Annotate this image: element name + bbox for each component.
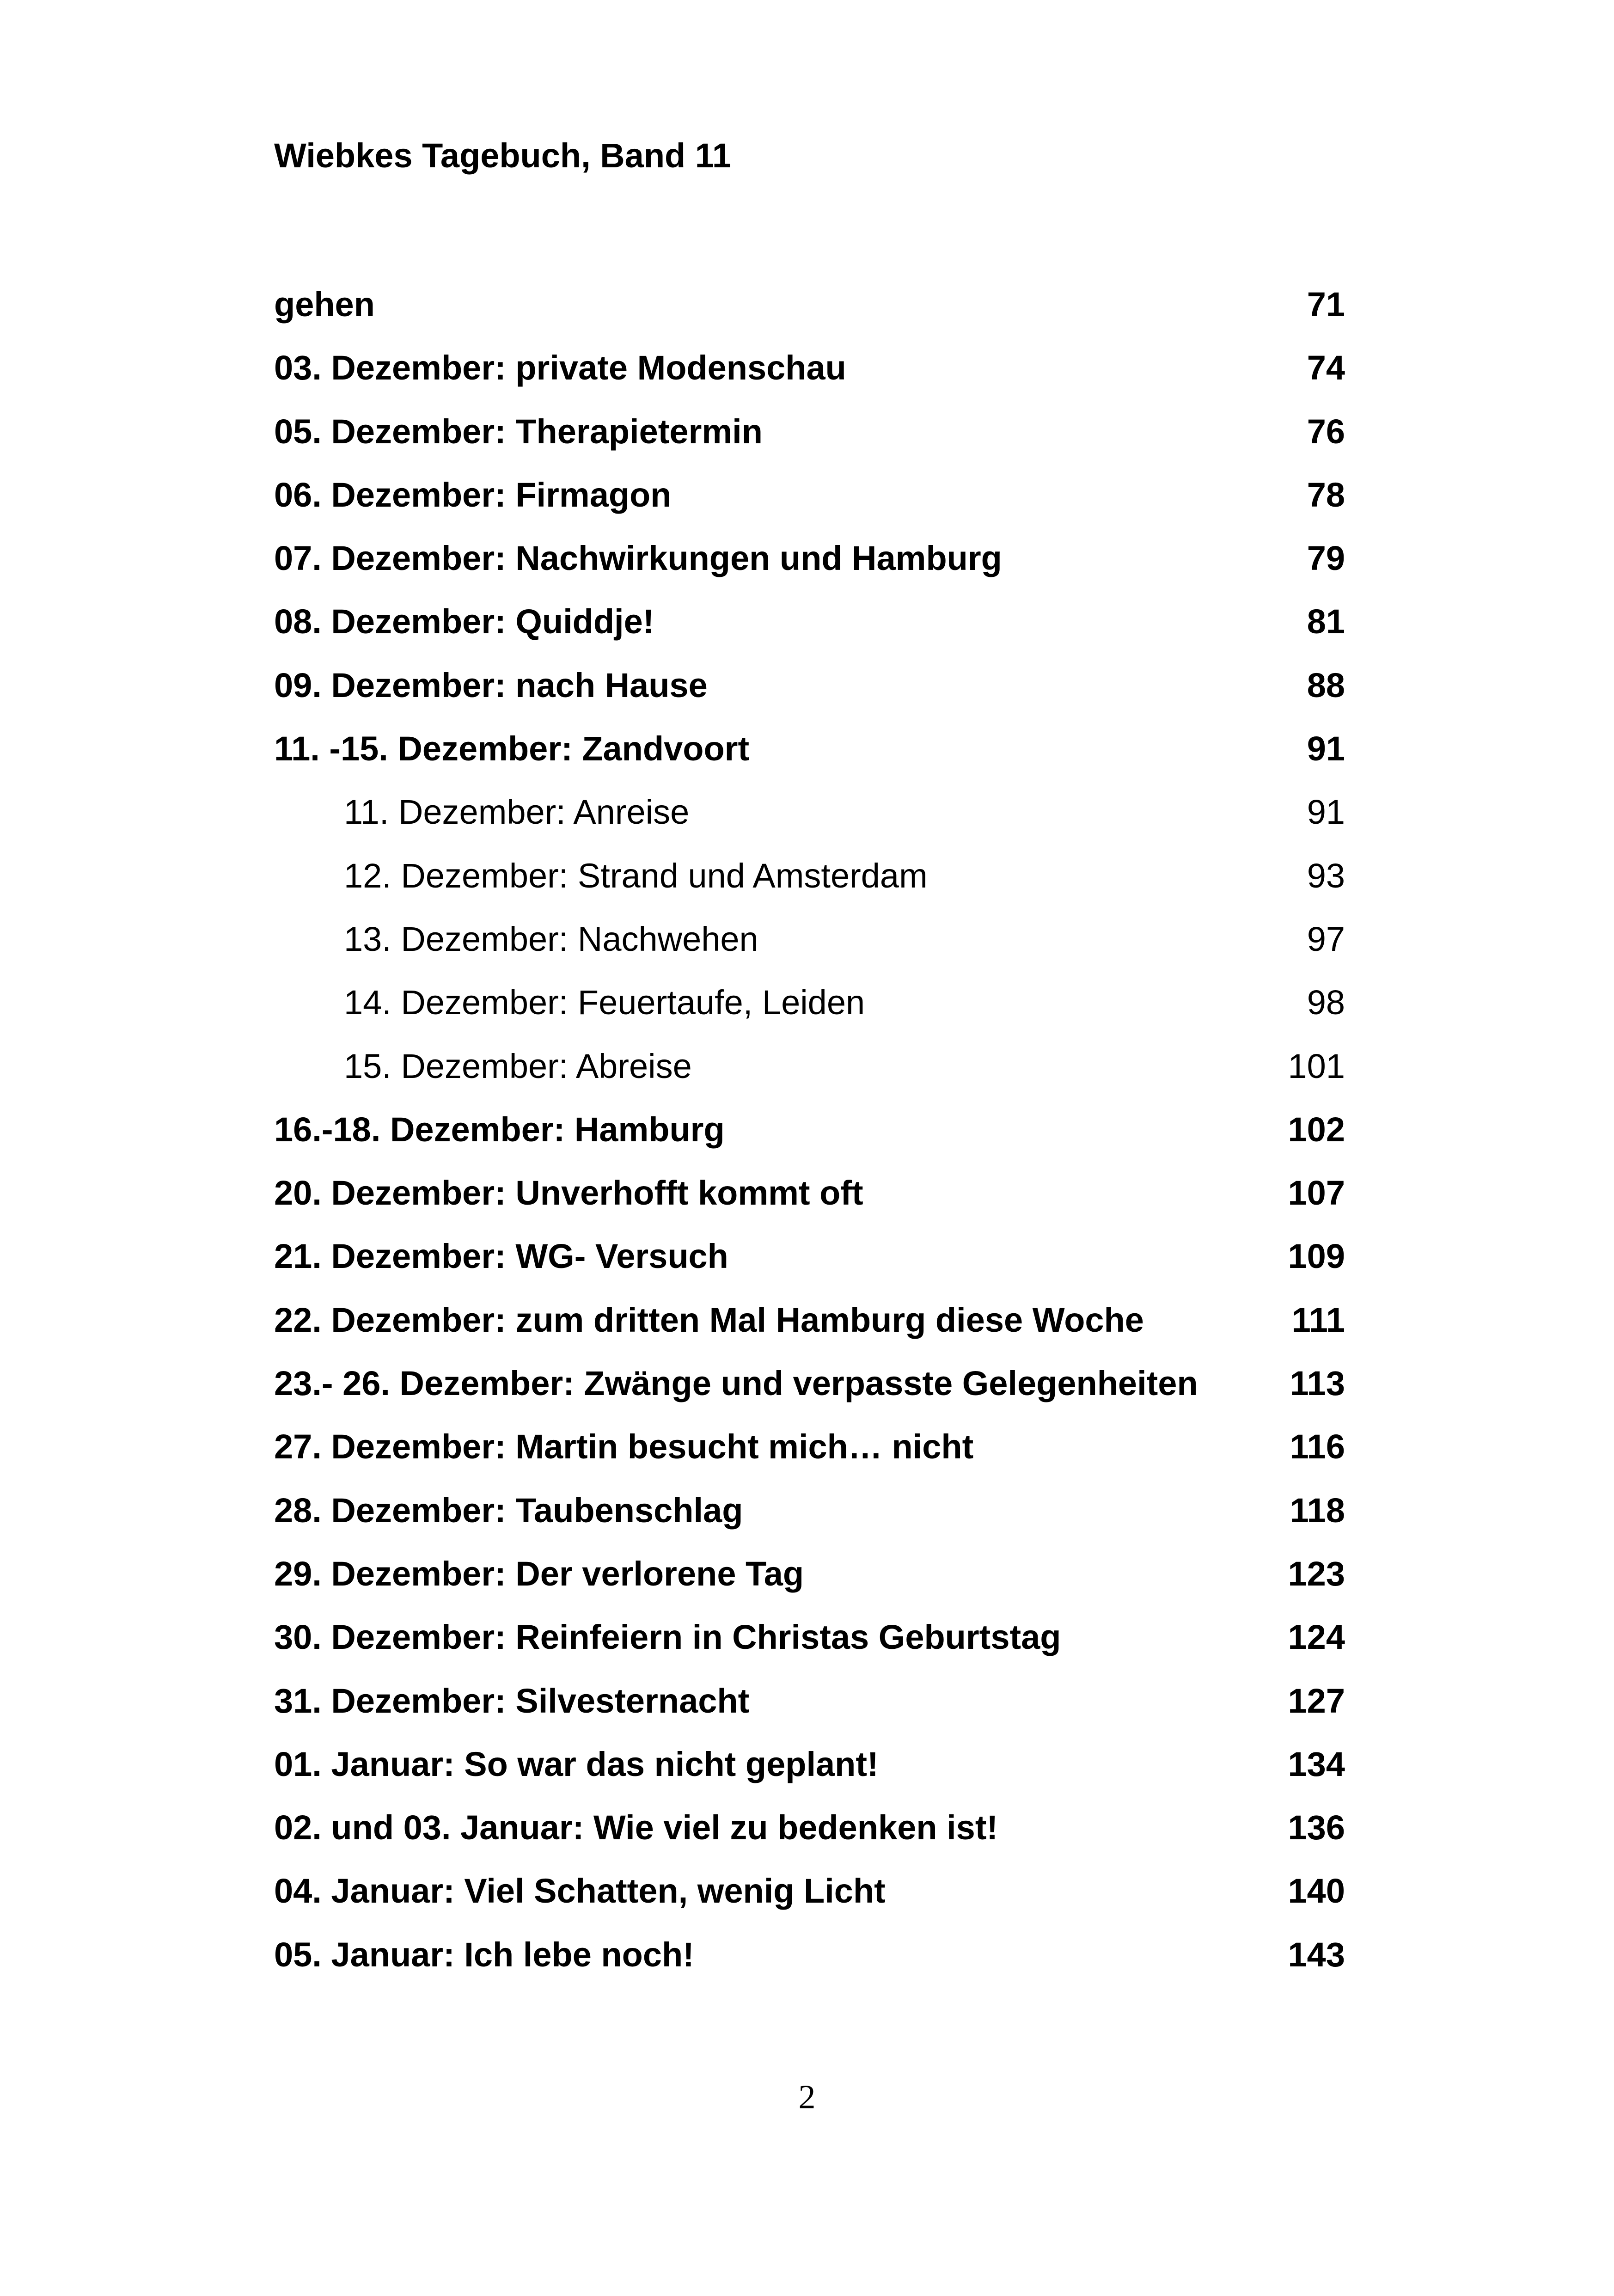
toc-subentry (274, 780, 1345, 844)
toc-entry-title: 15. Dezember: Abreise (344, 1047, 692, 1085)
toc-entry (274, 1796, 1345, 1859)
toc-entry-page: 107 (1288, 1174, 1345, 1212)
toc-entry (274, 1669, 1345, 1733)
toc-entry (274, 1733, 1345, 1796)
toc-entry-page: 91 (1307, 729, 1345, 768)
toc-entry (274, 273, 1345, 336)
toc-entry-title: 02. und 03. Januar: Wie viel zu bedenken ist! (274, 1808, 998, 1847)
toc-entry-title: 20. Dezember: Unverhofft kommt oft (274, 1174, 863, 1212)
toc-entry (274, 590, 1345, 653)
toc-entry-page: 98 (1307, 983, 1345, 1022)
running-header: Wiebkes Tagebuch, Band 11 (274, 136, 732, 175)
toc-entry-title: 06. Dezember: Firmagon (274, 475, 672, 514)
toc-entry-title: 11. Dezember: Anreise (344, 793, 690, 832)
toc-entry (274, 1859, 1345, 1923)
toc-entry-title: 05. Januar: Ich lebe noch! (274, 1935, 694, 1974)
toc-entry-title: 04. Januar: Viel Schatten, wenig Licht (274, 1872, 886, 1910)
toc-subentry (274, 971, 1345, 1034)
toc-entry (274, 527, 1345, 590)
toc-entry-title: 09. Dezember: nach Hause (274, 666, 708, 704)
page-number: 2 (798, 2078, 816, 2116)
toc-entry-page: 102 (1288, 1110, 1345, 1149)
toc-entry-page: 93 (1307, 856, 1345, 895)
toc-entry-page: 140 (1288, 1872, 1345, 1910)
table-of-contents (274, 273, 1345, 1986)
toc-entry-title: 05. Dezember: Therapietermin (274, 412, 763, 451)
toc-entry-page: 116 (1290, 1427, 1345, 1466)
toc-entry-title: 01. Januar: So war das nicht geplant! (274, 1745, 879, 1783)
toc-entry (274, 1542, 1345, 1605)
toc-entry (274, 1923, 1345, 1986)
toc-entry (274, 400, 1345, 463)
toc-entry-title: 21. Dezember: WG- Versuch (274, 1237, 728, 1276)
toc-entry-title: 07. Dezember: Nachwirkungen und Hamburg (274, 539, 1002, 578)
toc-entry-page: 78 (1307, 475, 1345, 514)
toc-entry-title: 08. Dezember: Quiddje! (274, 602, 654, 641)
toc-entry-page: 111 (1291, 1300, 1345, 1339)
toc-subentry (274, 907, 1345, 971)
toc-entry-page: 134 (1288, 1745, 1345, 1783)
toc-entry (274, 1479, 1345, 1542)
toc-entry-title: gehen (274, 285, 375, 324)
toc-entry-page: 79 (1307, 539, 1345, 578)
toc-entry-page: 124 (1288, 1618, 1345, 1657)
toc-entry-title: 27. Dezember: Martin besucht mich… nicht (274, 1427, 974, 1466)
toc-entry-title: 14. Dezember: Feuertaufe, Leiden (344, 983, 865, 1022)
toc-entry (274, 1415, 1345, 1478)
toc-entry-page: 127 (1288, 1681, 1345, 1720)
toc-entry-page: 109 (1288, 1237, 1345, 1276)
toc-entry (274, 717, 1345, 780)
toc-entry-title: 29. Dezember: Der verlorene Tag (274, 1554, 804, 1593)
toc-entry-page: 74 (1307, 349, 1345, 387)
toc-entry-title: 23.- 26. Dezember: Zwänge und verpasste Gelegenheiten (274, 1364, 1198, 1403)
toc-entry-page: 143 (1288, 1935, 1345, 1974)
toc-entry (274, 336, 1345, 399)
toc-entry-page: 101 (1288, 1047, 1345, 1085)
toc-entry-title: 12. Dezember: Strand und Amsterdam (344, 856, 928, 895)
toc-entry (274, 654, 1345, 717)
toc-entry-page: 118 (1290, 1491, 1345, 1530)
toc-entry-title: 16.-18. Dezember: Hamburg (274, 1110, 725, 1149)
toc-entry-page: 113 (1290, 1364, 1345, 1403)
toc-entry-title: 30. Dezember: Reinfeiern in Christas Geburtstag (274, 1618, 1061, 1657)
toc-entry-title: 31. Dezember: Silvesternacht (274, 1681, 750, 1720)
toc-entry (274, 463, 1345, 527)
toc-entry-title: 22. Dezember: zum dritten Mal Hamburg diese Woche (274, 1300, 1144, 1339)
toc-entry-page: 91 (1307, 793, 1345, 832)
toc-entry (274, 1352, 1345, 1415)
toc-entry-page: 71 (1307, 285, 1345, 324)
toc-entry (274, 1605, 1345, 1669)
toc-entry-page: 136 (1288, 1808, 1345, 1847)
toc-entry-page: 81 (1307, 602, 1345, 641)
toc-entry (274, 1161, 1345, 1225)
toc-subentry (274, 1035, 1345, 1098)
toc-entry-page: 76 (1307, 412, 1345, 451)
toc-entry (274, 1288, 1345, 1352)
toc-entry-title: 03. Dezember: private Modenschau (274, 349, 846, 387)
toc-entry-title: 28. Dezember: Taubenschlag (274, 1491, 743, 1530)
toc-entry (274, 1098, 1345, 1161)
toc-entry-title: 11. -15. Dezember: Zandvoort (274, 729, 750, 768)
toc-entry (274, 1225, 1345, 1288)
toc-entry-page: 88 (1307, 666, 1345, 704)
toc-subentry (274, 844, 1345, 907)
toc-entry-page: 97 (1307, 919, 1345, 958)
toc-entry-page: 123 (1288, 1554, 1345, 1593)
toc-entry-title: 13. Dezember: Nachwehen (344, 919, 758, 958)
